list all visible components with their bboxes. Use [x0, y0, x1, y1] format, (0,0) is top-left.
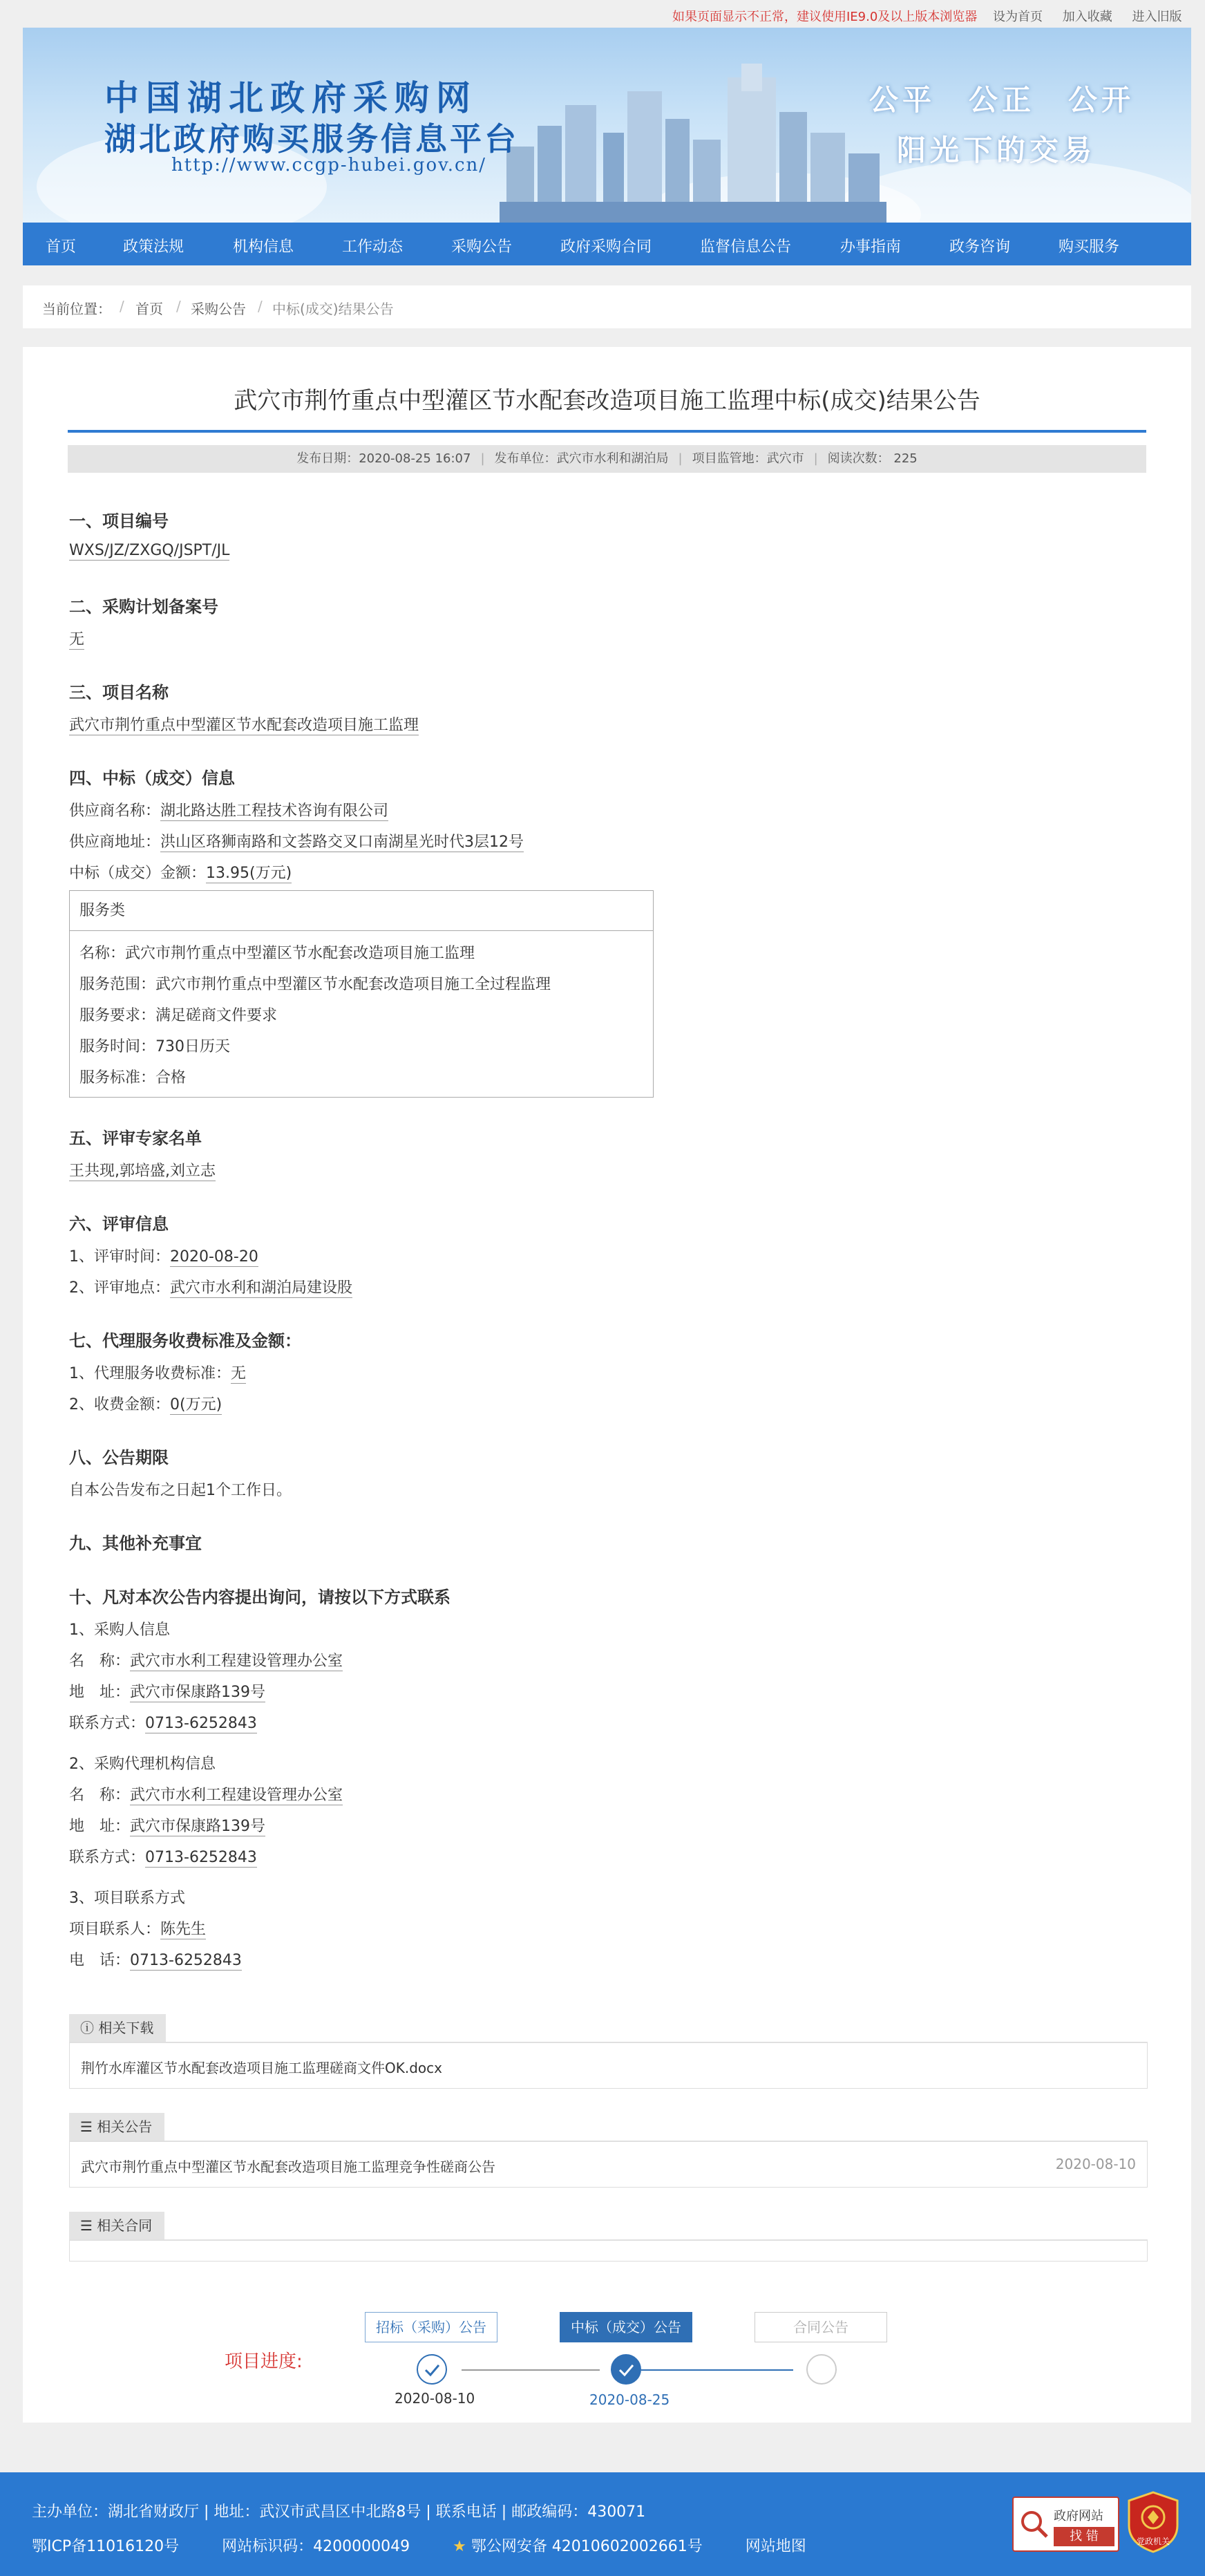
- download-file-link[interactable]: 荆竹水库灌区节水配套改造项目施工监理磋商文件OK.docx: [81, 2060, 442, 2076]
- agent-name: 武穴市水利工程建设管理办公室: [130, 1787, 343, 1804]
- agent-contact: 0713-6252843: [145, 1849, 257, 1866]
- sitemap-link[interactable]: 网站地图: [745, 2538, 806, 2555]
- field-label: 地 址：: [69, 1818, 131, 1835]
- service-row: 服务要求：满足磋商文件要求: [79, 1007, 278, 1024]
- project-name: 武穴市荆竹重点中型灌区节水配套改造项目施工监理: [69, 717, 419, 734]
- section-heading: 二、采购计划备案号: [69, 597, 218, 617]
- fee-standard: 无: [231, 1365, 247, 1382]
- nav-policy[interactable]: 政策法规: [123, 238, 184, 256]
- tab-label: 相关下载: [98, 2020, 154, 2036]
- section-heading: 七、代理服务收费标准及金额：: [69, 1331, 301, 1351]
- site-title: 中国湖北政府采购网: [104, 77, 477, 118]
- breadcrumb-sep: /: [176, 298, 181, 314]
- badge-top-text: 政府网站: [1054, 2509, 1103, 2523]
- article-meta: 发布日期：2020-08-25 16:07 | 发布单位：武穴市水利和湖泊局 | 项目监管地：武穴市 | 阅读次数： 225: [68, 445, 1146, 473]
- field-label: 名 称：: [69, 1653, 131, 1670]
- tab-related-contracts[interactable]: [69, 2212, 164, 2239]
- top-links: [993, 7, 1197, 25]
- badge-bottom-text: 找 错: [1054, 2527, 1114, 2546]
- contact-person: 陈先生: [160, 1921, 207, 1938]
- footer-registration: [32, 2535, 806, 2556]
- section-heading: 十、凡对本次公告内容提出询问，请按以下方式联系: [69, 1588, 450, 1607]
- section-heading: 一、项目编号: [69, 511, 169, 531]
- nav-purchase-service[interactable]: 购买服务: [1059, 238, 1120, 256]
- progress-line: [462, 2369, 600, 2371]
- supplier-name: 湖北路达胜工程技术咨询有限公司: [160, 802, 389, 820]
- field-label: 2、收费金额：: [69, 1396, 170, 1413]
- party-gov-badge[interactable]: [1126, 2491, 1180, 2553]
- nav-work-news[interactable]: 工作动态: [342, 238, 404, 256]
- nav-home[interactable]: 首页: [46, 238, 77, 256]
- slogan-sunshine: 阳光下的交易: [897, 133, 1097, 167]
- site-subtitle: 湖北政府购买服务信息平台: [104, 120, 519, 158]
- notice-period: 自本公告发布之日起1个工作日。: [69, 1482, 292, 1499]
- tab-label: 相关合同: [97, 2217, 153, 2234]
- agent-title: 2、采购代理机构信息: [69, 1756, 216, 1773]
- progress-line: [641, 2369, 793, 2371]
- download-circle-icon: ⓘ: [80, 2020, 94, 2036]
- section-heading: 九、其他补充事宜: [69, 1534, 202, 1553]
- breadcrumb-procurement[interactable]: 采购公告: [191, 301, 246, 317]
- contact-phone: 0713-6252843: [130, 1952, 242, 1969]
- nav-contracts[interactable]: 政府采购合同: [560, 238, 652, 256]
- breadcrumb-home[interactable]: 首页: [135, 301, 163, 317]
- buyer-name: 武穴市水利工程建设管理办公室: [130, 1653, 343, 1670]
- notices-list: [69, 2142, 1148, 2188]
- service-box-header: 服务类: [70, 891, 653, 931]
- section-heading: 三、项目名称: [69, 683, 169, 702]
- field-label: 中标（成交）金额：: [69, 865, 207, 882]
- progress-label: 项目进度:: [225, 2351, 303, 2372]
- field-label: 地 址：: [69, 1684, 131, 1701]
- project-number: WXS/JZ/ZXGQ/JSPT/JL: [69, 542, 230, 559]
- stage-date: 2020-08-25: [589, 2391, 670, 2408]
- publisher: 发布单位：武穴市水利和湖泊局: [494, 451, 669, 466]
- service-info-box: [69, 890, 654, 1098]
- nav-procurement-notice[interactable]: 采购公告: [451, 238, 513, 256]
- breadcrumb-sep: /: [258, 298, 263, 314]
- check-icon: [417, 2354, 447, 2385]
- contracts-list: [69, 2241, 1148, 2262]
- field-label: 1、代理服务收费标准：: [69, 1365, 231, 1382]
- project-contact-title: 3、项目联系方式: [69, 1890, 185, 1907]
- article-body: [23, 347, 1191, 2423]
- city-skyline-image: [500, 64, 886, 223]
- police-record[interactable]: 鄂公网安备 42010602002661号: [471, 2538, 703, 2555]
- field-label: 联系方式：: [69, 1715, 146, 1732]
- empty-circle-icon: [806, 2354, 837, 2385]
- service-row: 名称：武穴市荆竹重点中型灌区节水配套改造项目施工监理: [79, 945, 475, 962]
- gov-site-error-badge[interactable]: [1012, 2497, 1119, 2552]
- stage-date: 2020-08-10: [395, 2390, 475, 2407]
- field-label: 名 称：: [69, 1787, 131, 1804]
- icp-number[interactable]: 鄂ICP备11016120号: [32, 2538, 180, 2555]
- fee-amount: 0(万元): [170, 1396, 222, 1413]
- breadcrumb-sep: /: [120, 298, 124, 314]
- field-label: 2、评审地点：: [69, 1279, 170, 1297]
- award-amount: 13.95(万元): [206, 865, 292, 882]
- article-title: 武穴市荆竹重点中型灌区节水配套改造项目施工监理中标(成交)结果公告: [234, 387, 980, 415]
- stage-award-notice[interactable]: 中标（成交）公告: [560, 2312, 692, 2342]
- check-icon: [611, 2354, 641, 2385]
- main-nav: [23, 223, 1191, 265]
- agent-address: 武穴市保康路139号: [130, 1818, 266, 1835]
- browser-notice: 如果页面显示不正常，建议使用IE9.0及以上版本浏览器: [672, 10, 978, 24]
- supplier-address: 洪山区珞狮南路和文荟路交叉口南湖星光时代3层12号: [160, 834, 524, 851]
- breadcrumb: [23, 285, 1191, 328]
- related-notice-link[interactable]: 武穴市荆竹重点中型灌区节水配套改造项目施工监理竞争性磋商公告: [81, 2159, 495, 2175]
- site-code: 网站标识码：4200000049: [222, 2538, 410, 2555]
- region: 项目监管地：武穴市: [692, 451, 804, 466]
- site-url: http://www.ccgp-hubei.gov.cn/: [171, 155, 487, 176]
- publish-date: 发布日期：2020-08-25 16:07: [296, 451, 471, 466]
- review-place: 武穴市水利和湖泊局建设股: [170, 1279, 353, 1297]
- old-version-link[interactable]: 进入旧版: [1132, 10, 1182, 24]
- add-favorite-link[interactable]: 加入收藏: [1062, 10, 1112, 24]
- breadcrumb-label: 当前位置：: [42, 301, 111, 317]
- nav-supervision[interactable]: 监督信息公告: [700, 238, 792, 256]
- buyer-title: 1、采购人信息: [69, 1621, 170, 1639]
- service-row: 服务时间：730日历天: [79, 1038, 230, 1055]
- field-label: 供应商地址：: [69, 834, 161, 851]
- review-time: 2020-08-20: [170, 1248, 258, 1266]
- tab-related-downloads[interactable]: [69, 2014, 166, 2042]
- police-badge-icon: ★: [453, 2538, 466, 2555]
- downloads-list: [69, 2043, 1148, 2089]
- badge-label: 党政机关: [1136, 2537, 1170, 2546]
- section-heading: 五、评审专家名单: [69, 1129, 202, 1148]
- section-heading: 六、评审信息: [69, 1214, 169, 1234]
- footer-host-info: 主办单位：湖北省财政厅 | 地址：武汉市武昌区中北路8号 | 联系电话 | 邮政编码：430071: [32, 2503, 646, 2521]
- buyer-contact: 0713-6252843: [145, 1715, 257, 1732]
- field-label: 供应商名称：: [69, 802, 161, 820]
- tab-label: 相关公告: [97, 2118, 153, 2135]
- list-icon: ☰: [80, 2118, 93, 2135]
- section-heading: 八、公告期限: [69, 1448, 169, 1467]
- site-footer: [0, 2472, 1205, 2576]
- top-bar: [0, 0, 1205, 28]
- article-panel: [23, 347, 1191, 2423]
- list-icon: ☰: [80, 2217, 93, 2234]
- stage-tender-notice[interactable]: 招标（采购）公告: [365, 2312, 497, 2342]
- nav-guide[interactable]: 办事指南: [840, 238, 902, 256]
- service-row: 服务范围：武穴市荆竹重点中型灌区节水配套改造项目施工全过程监理: [79, 976, 551, 993]
- field-label: 项目联系人：: [69, 1921, 161, 1938]
- expert-list: 王共现,郭培盛,刘立志: [69, 1163, 216, 1180]
- magnifier-icon: [1018, 2508, 1051, 2541]
- service-row: 服务标准：合格: [79, 1069, 187, 1087]
- section-heading: 四、中标（成交）信息: [69, 769, 235, 788]
- plan-number: 无: [69, 631, 85, 648]
- field-label: 电 话：: [69, 1952, 131, 1969]
- buyer-address: 武穴市保康路139号: [130, 1684, 266, 1701]
- stage-contract-notice[interactable]: 合同公告: [755, 2312, 887, 2342]
- related-notice-date: 2020-08-10: [1055, 2156, 1136, 2172]
- field-label: 1、评审时间：: [69, 1248, 170, 1266]
- header-banner: [23, 28, 1191, 223]
- breadcrumb-current: 中标(成交)结果公告: [272, 301, 394, 317]
- slogan-fairness: 公平 公正 公开: [869, 83, 1135, 117]
- field-label: 联系方式：: [69, 1849, 146, 1866]
- set-home-link[interactable]: 设为首页: [993, 10, 1043, 24]
- nav-institutions[interactable]: 机构信息: [233, 238, 294, 256]
- nav-consult[interactable]: 政务咨询: [949, 238, 1011, 256]
- view-count: 阅读次数： 225: [827, 451, 918, 466]
- tab-related-notices[interactable]: [69, 2113, 164, 2141]
